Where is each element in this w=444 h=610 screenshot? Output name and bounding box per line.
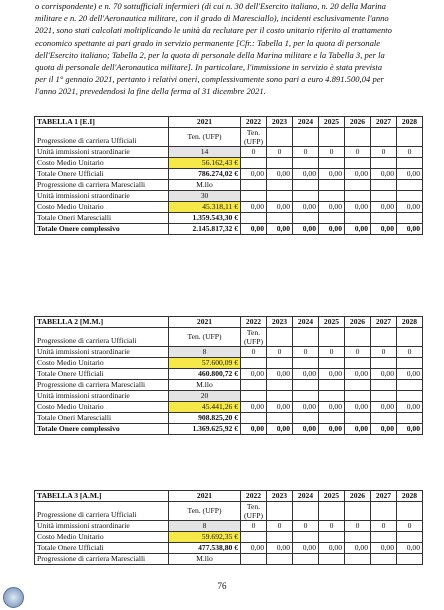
value-cell: 0 xyxy=(267,347,293,358)
value-cell: 0,00 xyxy=(345,424,371,435)
row-label: Totale Oneri Marescialli xyxy=(35,213,169,224)
row-label: Unità immissioni straordinarie xyxy=(35,521,169,532)
value-cell: 0,00 xyxy=(241,169,267,180)
grade-cell: Ten. (UFP) xyxy=(169,128,241,147)
value-cell: 0 xyxy=(319,147,345,158)
row-label: Progressione di carriera Ufficiali xyxy=(35,128,169,147)
value-cell: 0 xyxy=(241,521,267,532)
year-cell: 2022 xyxy=(241,317,267,328)
value-cell: 0 xyxy=(293,521,319,532)
table-1 xyxy=(34,116,423,235)
row-label: Progressione di carriera Ufficiali xyxy=(35,502,169,521)
table-row xyxy=(35,191,423,202)
year-cell: 2028 xyxy=(397,491,423,502)
table-row xyxy=(35,391,423,402)
row-label: Unità immissioni straordinarie xyxy=(35,347,169,358)
table-row xyxy=(35,202,423,213)
value-cell: 0,00 xyxy=(371,402,397,413)
value-cell: 0,00 xyxy=(345,224,371,235)
value-cell: 0,00 xyxy=(319,543,345,554)
value-cell: 0,00 xyxy=(397,369,423,380)
value-cell: 0,00 xyxy=(267,402,293,413)
value-cell: 0,00 xyxy=(293,224,319,235)
value-cell: 1.369.625,92 € xyxy=(169,424,241,435)
value-cell: 0,00 xyxy=(397,543,423,554)
value-cell: 8 xyxy=(169,521,241,532)
grade-cell: M.llo xyxy=(169,180,241,191)
value-cell: 0,00 xyxy=(371,169,397,180)
year-cell: 2026 xyxy=(345,117,371,128)
value-cell: 460.800,72 € xyxy=(169,369,241,380)
table-row xyxy=(35,169,423,180)
year-cell: 2027 xyxy=(371,317,397,328)
table-2 xyxy=(34,316,423,435)
value-cell: 0,00 xyxy=(319,224,345,235)
row-label: Progressione di carriera Ufficiali xyxy=(35,328,169,347)
year-cell: 2021 xyxy=(169,317,241,328)
page-number: 76 xyxy=(217,581,227,591)
value-cell: 0,00 xyxy=(345,402,371,413)
value-cell: 0,00 xyxy=(241,402,267,413)
table-row xyxy=(35,147,423,158)
table-row xyxy=(35,521,423,532)
year-cell: 2021 xyxy=(169,117,241,128)
year-cell: 2024 xyxy=(293,117,319,128)
value-cell: 0 xyxy=(267,147,293,158)
row-label: Totale Onere Ufficiali xyxy=(35,543,169,554)
value-cell: 0,00 xyxy=(241,543,267,554)
year-cell: 2027 xyxy=(371,117,397,128)
table-row xyxy=(35,328,423,347)
value-cell: 14 xyxy=(169,147,241,158)
row-label: Unità immissioni straordinarie xyxy=(35,191,169,202)
table-row xyxy=(35,491,423,502)
grade-cell: Ten. (UFP) xyxy=(241,128,267,147)
row-label: Progressione di carriera Marescialli xyxy=(35,380,169,391)
value-cell: 0,00 xyxy=(293,202,319,213)
year-cell: 2022 xyxy=(241,491,267,502)
value-cell: 0,00 xyxy=(241,369,267,380)
paragraph-line: o corrispondente) e n. 70 sottufficiali infermieri (di cui n. 30 dell'Esercito italiano, n. 20 della Marina xyxy=(35,1,386,11)
paragraph-line: militare e n. 20 dell'Aeronautica militare, con il grado di Maresciallo), incidenti esclusivamente l'anno xyxy=(35,13,389,24)
row-label: Costo Medio Unitario xyxy=(35,158,169,169)
table-row xyxy=(35,413,423,424)
body-paragraph xyxy=(35,0,415,98)
value-cell: 908.825,20 € xyxy=(169,413,241,424)
row-label: Totale Oneri Marescialli xyxy=(35,413,169,424)
table-row xyxy=(35,402,423,413)
value-cell: 0,00 xyxy=(371,202,397,213)
value-cell: 45.441,26 € xyxy=(169,402,241,413)
value-cell: 0 xyxy=(293,347,319,358)
value-cell: 0,00 xyxy=(293,402,319,413)
row-label: Unità immissioni straordinarie xyxy=(35,147,169,158)
table-row xyxy=(35,424,423,435)
table-row xyxy=(35,358,423,369)
value-cell: 0,00 xyxy=(371,424,397,435)
value-cell: 0,00 xyxy=(397,402,423,413)
grade-cell: Ten. (UFP) xyxy=(241,328,267,347)
value-cell: 0 xyxy=(345,521,371,532)
value-cell: 0,00 xyxy=(267,224,293,235)
value-cell: 0,00 xyxy=(319,369,345,380)
value-cell: 8 xyxy=(169,347,241,358)
value-cell: 0,00 xyxy=(293,424,319,435)
row-label: Costo Medio Unitario xyxy=(35,202,169,213)
value-cell: 20 xyxy=(169,391,241,402)
row-label: Totale Onere Ufficiali xyxy=(35,169,169,180)
value-cell: 786.274,02 € xyxy=(169,169,241,180)
row-label: Costo Medio Unitario xyxy=(35,532,169,543)
table-row xyxy=(35,347,423,358)
year-cell: 2023 xyxy=(267,317,293,328)
value-cell: 45.318,11 € xyxy=(169,202,241,213)
value-cell: 0,00 xyxy=(345,169,371,180)
year-cell: 2026 xyxy=(345,491,371,502)
value-cell: 57.600,09 € xyxy=(169,358,241,369)
value-cell: 0,00 xyxy=(319,202,345,213)
year-cell: 2028 xyxy=(397,317,423,328)
value-cell: 0 xyxy=(319,521,345,532)
table-title: TABELLA 2 [M.M.] xyxy=(35,317,169,328)
year-cell: 2027 xyxy=(371,491,397,502)
value-cell: 30 xyxy=(169,191,241,202)
paragraph-line: economico spettante ai pari grado in servizio permanente [Cfr.: Tabella 1, per la quota di personale xyxy=(35,37,381,48)
grade-cell: Ten. (UFP) xyxy=(169,502,241,521)
value-cell: 59.692,35 € xyxy=(169,532,241,543)
table-3 xyxy=(34,490,423,565)
table-row xyxy=(35,224,423,235)
value-cell: 0,00 xyxy=(371,369,397,380)
year-cell: 2025 xyxy=(319,491,345,502)
year-cell: 2022 xyxy=(241,117,267,128)
year-cell: 2023 xyxy=(267,491,293,502)
year-cell: 2025 xyxy=(319,317,345,328)
value-cell: 0,00 xyxy=(241,202,267,213)
value-cell: 0,00 xyxy=(267,169,293,180)
value-cell: 0 xyxy=(371,347,397,358)
table-row xyxy=(35,128,423,147)
value-cell: 0,00 xyxy=(293,169,319,180)
row-label: Totale Onere complessivo xyxy=(35,424,169,435)
value-cell: 0,00 xyxy=(267,424,293,435)
value-cell: 0,00 xyxy=(371,224,397,235)
value-cell: 0,00 xyxy=(319,169,345,180)
table-row xyxy=(35,180,423,191)
value-cell: 0,00 xyxy=(397,169,423,180)
value-cell: 0,00 xyxy=(345,202,371,213)
value-cell: 0,00 xyxy=(371,543,397,554)
table-row xyxy=(35,380,423,391)
value-cell: 0,00 xyxy=(319,402,345,413)
table-row xyxy=(35,502,423,521)
value-cell: 0 xyxy=(371,147,397,158)
value-cell: 0,00 xyxy=(345,543,371,554)
row-label: Totale Onere complessivo xyxy=(35,224,169,235)
value-cell: 477.538,80 € xyxy=(169,543,241,554)
row-label: Progressione di carriera Marescialli xyxy=(35,554,169,565)
table-row xyxy=(35,117,423,128)
row-label: Progressione di carriera Marescialli xyxy=(35,180,169,191)
row-label: Costo Medio Unitario xyxy=(35,402,169,413)
value-cell: 2.145.817,32 € xyxy=(169,224,241,235)
value-cell: 0 xyxy=(345,147,371,158)
table-row xyxy=(35,317,423,328)
year-cell: 2028 xyxy=(397,117,423,128)
value-cell: 0,00 xyxy=(397,202,423,213)
row-label: Costo Medio Unitario xyxy=(35,358,169,369)
value-cell: 0 xyxy=(371,521,397,532)
table-row xyxy=(35,158,423,169)
value-cell: 0,00 xyxy=(319,424,345,435)
row-label: Unità immissioni straordinarie xyxy=(35,391,169,402)
grade-cell: Ten. (UFP) xyxy=(169,328,241,347)
year-cell: 2021 xyxy=(169,491,241,502)
table-row xyxy=(35,369,423,380)
value-cell: 1.359.543,30 € xyxy=(169,213,241,224)
grade-cell: M.llo xyxy=(169,380,241,391)
year-cell: 2024 xyxy=(293,491,319,502)
value-cell: 0 xyxy=(319,347,345,358)
year-cell: 2024 xyxy=(293,317,319,328)
value-cell: 56.162,43 € xyxy=(169,158,241,169)
grade-cell: Ten. (UFP) xyxy=(241,502,267,521)
table-title: TABELLA 3 [A.M.] xyxy=(35,491,169,502)
value-cell: 0 xyxy=(267,521,293,532)
value-cell: 0 xyxy=(345,347,371,358)
table-row xyxy=(35,543,423,554)
paragraph-line: dell'Esercito italiano; Tabella 2, per la quota di personale della Marina militare e la Tabella 3, per la xyxy=(35,49,385,60)
value-cell: 0,00 xyxy=(293,543,319,554)
value-cell: 0 xyxy=(293,147,319,158)
value-cell: 0,00 xyxy=(241,424,267,435)
table-title: TABELLA 1 [E.I] xyxy=(35,117,169,128)
table-row xyxy=(35,213,423,224)
value-cell: 0 xyxy=(397,147,423,158)
year-cell: 2026 xyxy=(345,317,371,328)
paragraph-line: quota di personale dell'Aeronautica militare]. In particolare, l'immissione in servizio è stata prevista xyxy=(35,62,383,73)
value-cell: 0,00 xyxy=(345,369,371,380)
year-cell: 2023 xyxy=(267,117,293,128)
row-label: Totale Onere Ufficiali xyxy=(35,369,169,380)
value-cell: 0,00 xyxy=(241,224,267,235)
grade-cell: M.llo xyxy=(169,554,241,565)
value-cell: 0,00 xyxy=(397,224,423,235)
value-cell: 0 xyxy=(241,147,267,158)
value-cell: 0,00 xyxy=(293,369,319,380)
paragraph-line: per il 1° gennaio 2021, pertanto i relativi oneri, complessivamente sono pari a euro 4.891.500,04 per xyxy=(35,74,384,85)
year-cell: 2025 xyxy=(319,117,345,128)
value-cell: 0,00 xyxy=(397,424,423,435)
table-row xyxy=(35,554,423,565)
value-cell: 0 xyxy=(241,347,267,358)
table-row xyxy=(35,532,423,543)
paragraph-line: l'anno 2021, prevedendosi la fine della ferma al 31 dicembre 2021. xyxy=(35,86,266,97)
value-cell: 0,00 xyxy=(267,369,293,380)
value-cell: 0 xyxy=(397,347,423,358)
seal-logo-icon xyxy=(3,587,24,608)
value-cell: 0,00 xyxy=(267,202,293,213)
value-cell: 0 xyxy=(397,521,423,532)
paragraph-line: 2021, sono stati calcolati moltiplicando le unità da reclutare per il costo unitario riferito al trattamento xyxy=(35,25,392,36)
value-cell: 0,00 xyxy=(267,543,293,554)
